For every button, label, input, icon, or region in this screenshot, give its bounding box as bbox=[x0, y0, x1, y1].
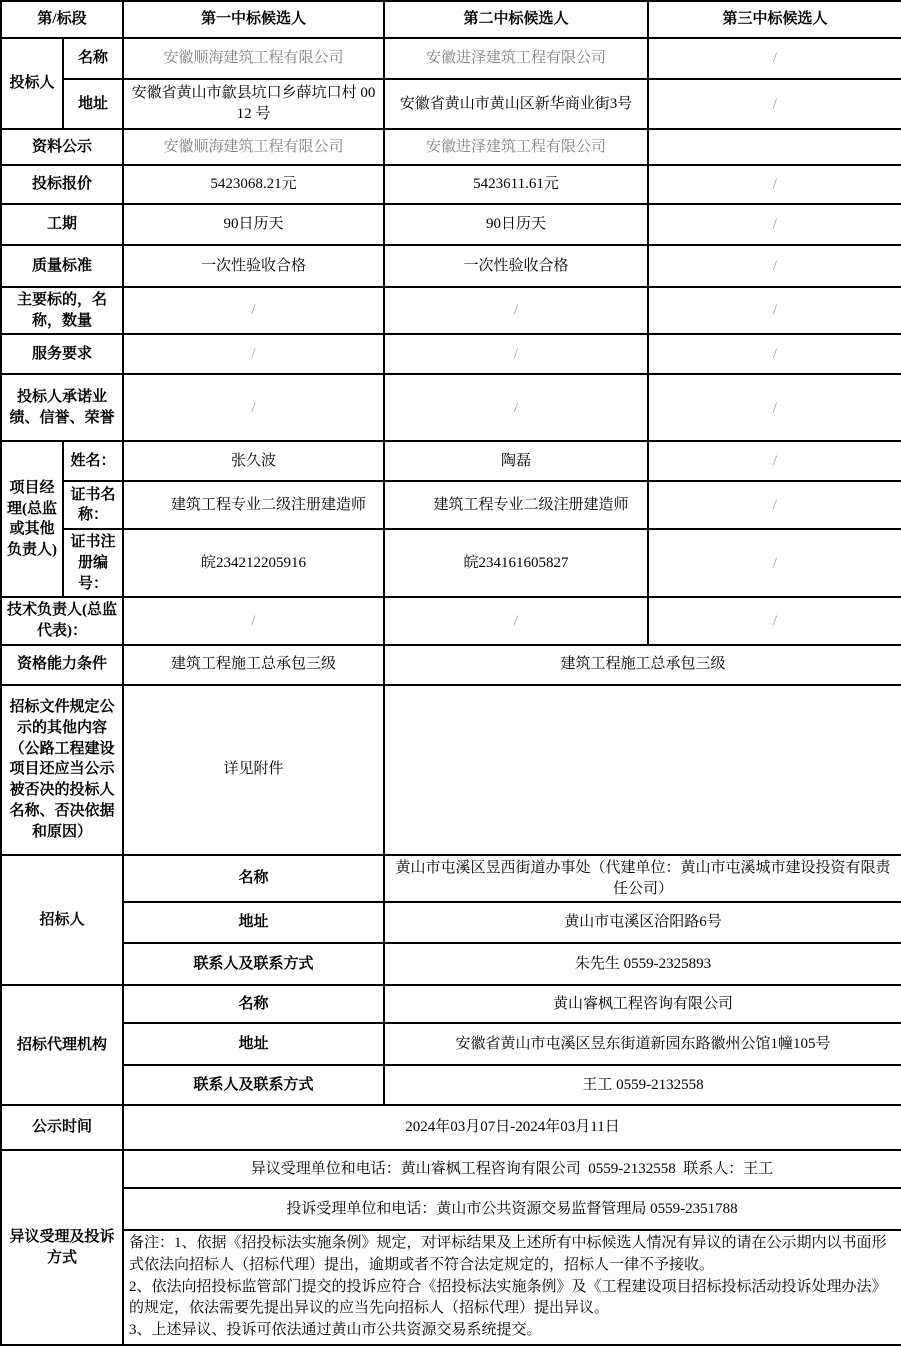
tenderee-contact-label: 联系人及联系方式 bbox=[123, 943, 384, 985]
duration-v2: 90日历天 bbox=[384, 204, 648, 245]
publicity-period-label: 公示时间 bbox=[1, 1105, 123, 1150]
duration-label: 工期 bbox=[1, 204, 123, 245]
bid-price-label: 投标报价 bbox=[1, 165, 123, 204]
pm1-cert-name: 建筑工程专业二级注册建造师 bbox=[123, 481, 384, 529]
bidder-group-label: 投标人 bbox=[1, 38, 63, 129]
agency-addr-value: 安徽省黄山市屯溪区昱东街道新园东路徽州公馆1幢105号 bbox=[384, 1023, 901, 1065]
bid-price-v1: 5423068.21元 bbox=[123, 165, 384, 204]
quality-v2: 一次性验收合格 bbox=[384, 245, 648, 287]
disclosure-label: 资料公示 bbox=[1, 129, 123, 165]
quality-v1: 一次性验收合格 bbox=[123, 245, 384, 287]
header-row bbox=[1, 1, 901, 38]
service-v3: / bbox=[648, 334, 901, 374]
duration-row bbox=[1, 204, 901, 245]
tenderee-addr-value: 黄山市屯溪区洽阳路6号 bbox=[384, 902, 901, 943]
agency-addr-row bbox=[1, 1023, 901, 1065]
tenderee-group-label: 招标人 bbox=[1, 855, 123, 985]
pm-cert-name-row bbox=[1, 481, 901, 529]
promise-row bbox=[1, 374, 901, 441]
pm3-name: / bbox=[648, 441, 901, 481]
duration-v1: 90日历天 bbox=[123, 204, 384, 245]
agency-name-row bbox=[1, 985, 901, 1023]
subject-label: 主要标的，名称，数量 bbox=[1, 287, 123, 334]
subject-v3: / bbox=[648, 287, 901, 334]
qualification-v2: 建筑工程施工总承包三级 bbox=[384, 645, 901, 685]
pm-cert-no-row bbox=[1, 529, 901, 597]
tech-lead-label: 技术负责人(总监代表)： bbox=[1, 597, 123, 644]
pm1-name: 张久波 bbox=[123, 441, 384, 481]
publicity-period-row bbox=[1, 1105, 901, 1150]
tech-lead-row bbox=[1, 597, 901, 644]
agency-contact-row bbox=[1, 1065, 901, 1105]
bidder2-name: 安徽进泽建筑工程有限公司 bbox=[384, 38, 648, 79]
pm-cert-no-label: 证书注册编号： bbox=[63, 529, 123, 597]
objection-line1-row bbox=[1, 1150, 901, 1188]
quality-row bbox=[1, 245, 901, 287]
pm1-cert-no: 皖234212205916 bbox=[123, 529, 384, 597]
objection-line1: 异议受理单位和电话：黄山睿枫工程咨询有限公司 0559-2132558 联系人：王工 bbox=[123, 1150, 901, 1188]
bid-price-row bbox=[1, 165, 901, 204]
tenderee-contact-row bbox=[1, 943, 901, 985]
disclosure-v2: 安徽进泽建筑工程有限公司 bbox=[384, 129, 648, 165]
objection-remarks-row bbox=[1, 1230, 901, 1345]
pm2-cert-name: 建筑工程专业二级注册建造师 bbox=[384, 481, 648, 529]
tech-lead-v2: / bbox=[384, 597, 648, 644]
other-content-row bbox=[1, 685, 901, 855]
subject-row bbox=[1, 287, 901, 334]
disclosure-v1: 安徽顺海建筑工程有限公司 bbox=[123, 129, 384, 165]
quality-label: 质量标准 bbox=[1, 245, 123, 287]
pm-group-label: 项目经理(总监或其他负责人) bbox=[1, 441, 63, 597]
tenderee-name-label: 名称 bbox=[123, 855, 384, 902]
remark-line-2: 2、依法向招投标监管部门提交的投诉应符合《招投标法实施条例》及《工程建设项目招标投标活动投诉处理办法》的规定，依法需要先提出异议的应当先向招标人（招标代理）提出异议。 bbox=[129, 1278, 887, 1317]
promise-v1: / bbox=[123, 374, 384, 441]
qualification-label: 资格能力条件 bbox=[1, 645, 123, 685]
subject-v1: / bbox=[123, 287, 384, 334]
agency-addr-label: 地址 bbox=[123, 1023, 384, 1065]
tenderee-name-value: 黄山市屯溪区昱西街道办事处（代建单位：黄山市屯溪城市建设投资有限责任公司） bbox=[384, 855, 901, 902]
bid-price-v2: 5423611.61元 bbox=[384, 165, 648, 204]
objection-group-label: 异议受理及投诉方式 bbox=[1, 1150, 123, 1345]
tenderee-contact-value: 朱先生 0559-2325893 bbox=[384, 943, 901, 985]
qualification-v1: 建筑工程施工总承包三级 bbox=[123, 645, 384, 685]
publicity-period-value: 2024年03月07日-2024年03月11日 bbox=[123, 1105, 901, 1150]
remark-line-3: 3、上述异议、投诉可依法通过黄山市公共资源交易系统提交。 bbox=[129, 1322, 542, 1339]
tenderee-addr-label: 地址 bbox=[123, 902, 384, 943]
agency-contact-value: 王工 0559-2132558 bbox=[384, 1065, 901, 1105]
agency-group-label: 招标代理机构 bbox=[1, 985, 123, 1105]
tech-lead-v1: / bbox=[123, 597, 384, 644]
header-section-col: 第/标段 bbox=[1, 1, 123, 38]
other-content-v1: 详见附件 bbox=[123, 685, 384, 855]
header-candidate3: 第三中标候选人 bbox=[648, 1, 901, 38]
service-row bbox=[1, 334, 901, 374]
service-label: 服务要求 bbox=[1, 334, 123, 374]
objection-line2: 投诉受理单位和电话：黄山市公共资源交易监督管理局 0559-2351788 bbox=[123, 1188, 901, 1230]
disclosure-v3 bbox=[648, 129, 901, 165]
pm3-cert-name: / bbox=[648, 481, 901, 529]
subject-v2: / bbox=[384, 287, 648, 334]
pm3-cert-no: / bbox=[648, 529, 901, 597]
disclosure-row bbox=[1, 129, 901, 165]
other-content-label: 招标文件规定公示的其他内容（公路工程建设项目还应当公示被否决的投标人名称、否决依据和原因） bbox=[1, 685, 123, 855]
qualification-row bbox=[1, 645, 901, 685]
bidder2-addr: 安徽省黄山市黄山区新华商业街3号 bbox=[384, 79, 648, 129]
remark-line-1: 备注：1、依据《招投标法实施条例》规定，对评标结果及上述所有中标候选人情况有异议的请在公示期内以书面形式依法向招标人（招标代理）提出，逾期或者不符合法定规定的，招标人一律不予接收。 bbox=[129, 1235, 887, 1273]
agency-name-label: 名称 bbox=[123, 985, 384, 1023]
tech-lead-v3: / bbox=[648, 597, 901, 644]
tenderee-name-row bbox=[1, 855, 901, 902]
pm2-name: 陶磊 bbox=[384, 441, 648, 481]
pm-cert-name-label: 证书名称： bbox=[63, 481, 123, 529]
pm-name-label: 姓名： bbox=[63, 441, 123, 481]
pm2-cert-no: 皖234161605827 bbox=[384, 529, 648, 597]
promise-label: 投标人承诺业绩、信誉、荣誉 bbox=[1, 374, 123, 441]
bidder1-name: 安徽顺海建筑工程有限公司 bbox=[123, 38, 384, 79]
other-content-v2 bbox=[384, 685, 901, 855]
agency-contact-label: 联系人及联系方式 bbox=[123, 1065, 384, 1105]
bidder1-addr: 安徽省黄山市歙县坑口乡薛坑口村 0012 号 bbox=[123, 79, 384, 129]
bidder-name-row bbox=[1, 38, 901, 79]
agency-name-value: 黄山睿枫工程咨询有限公司 bbox=[384, 985, 901, 1023]
header-candidate1: 第一中标候选人 bbox=[123, 1, 384, 38]
promise-v2: / bbox=[384, 374, 648, 441]
service-v1: / bbox=[123, 334, 384, 374]
bidder3-name: / bbox=[648, 38, 901, 79]
bid-price-v3: / bbox=[648, 165, 901, 204]
service-v2: / bbox=[384, 334, 648, 374]
header-candidate2: 第二中标候选人 bbox=[384, 1, 648, 38]
bidder-name-label: 名称 bbox=[63, 38, 123, 79]
objection-line2-row bbox=[1, 1188, 901, 1230]
duration-v3: / bbox=[648, 204, 901, 245]
promise-v3: / bbox=[648, 374, 901, 441]
quality-v3: / bbox=[648, 245, 901, 287]
objection-remarks-cell bbox=[123, 1230, 901, 1345]
tenderee-addr-row bbox=[1, 902, 901, 943]
bidder-addr-label: 地址 bbox=[63, 79, 123, 129]
bidder3-addr: / bbox=[648, 79, 901, 129]
pm-name-row bbox=[1, 441, 901, 481]
bidder-addr-row bbox=[1, 79, 901, 129]
